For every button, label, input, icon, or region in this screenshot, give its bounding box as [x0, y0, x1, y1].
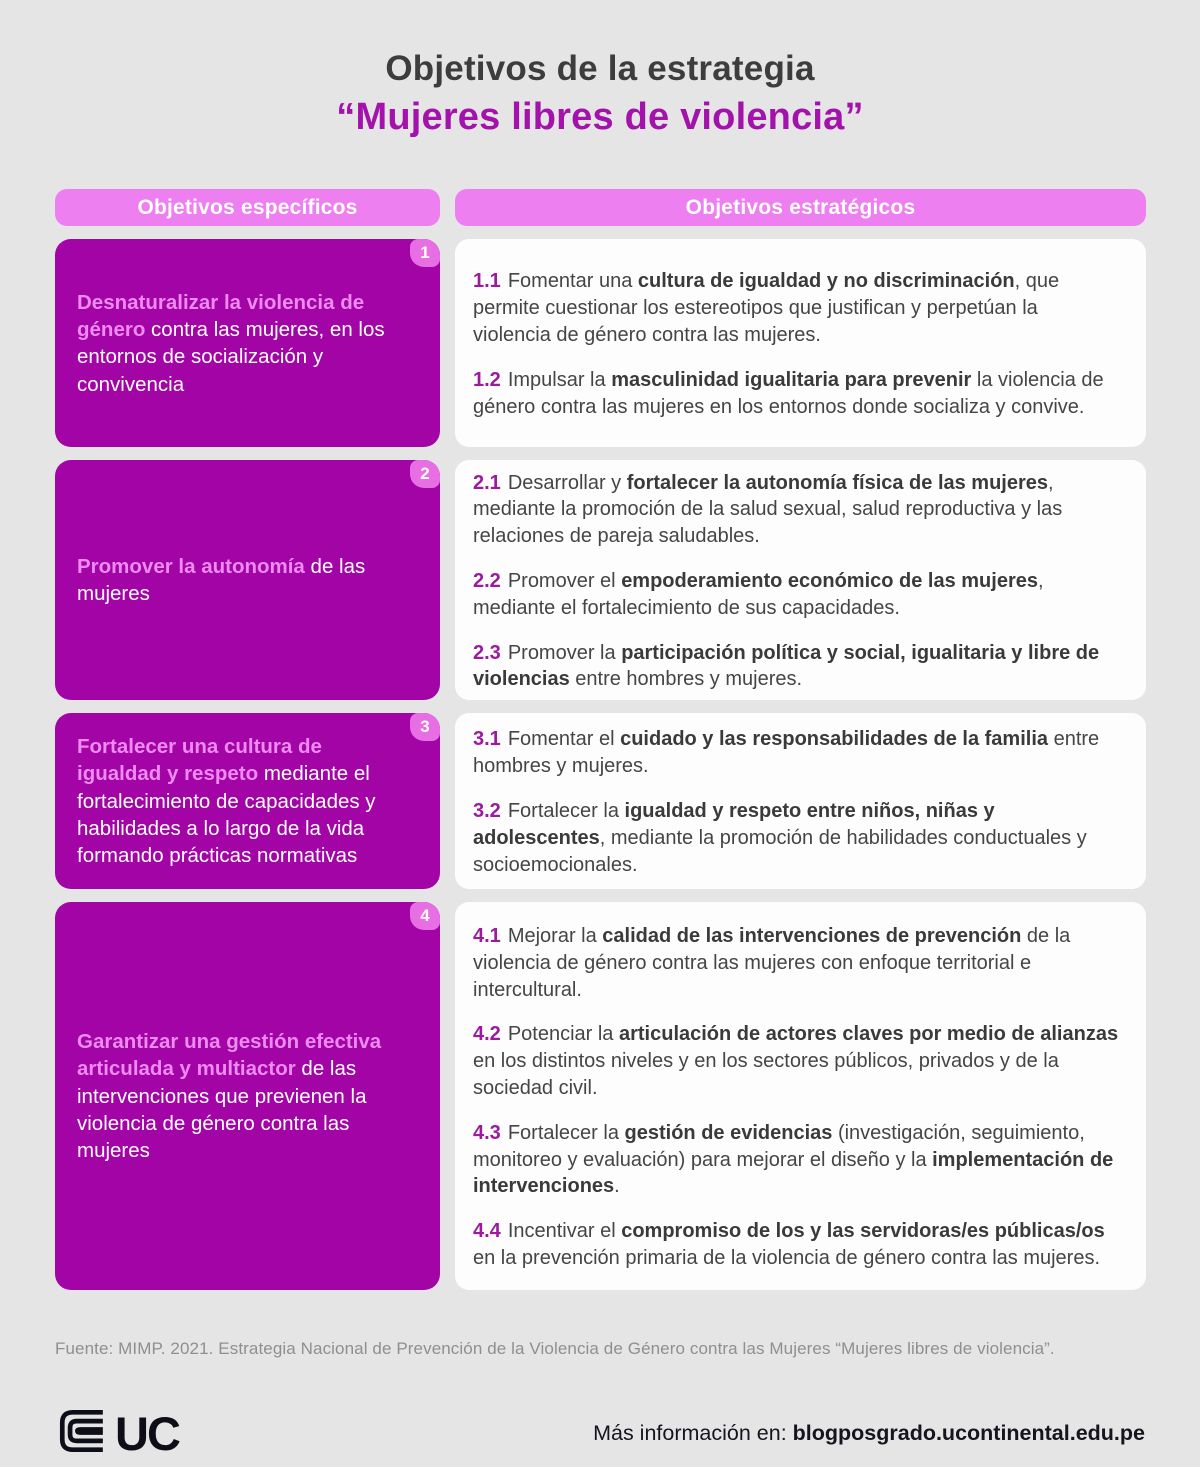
uc-logo-icon	[55, 1405, 107, 1462]
specific-objective-box-3	[55, 713, 440, 889]
more-info-label: Más información en:	[593, 1421, 793, 1446]
title-line-2: “Mujeres libres de violencia”	[336, 96, 864, 139]
uc-logo-wordmark: UC	[115, 1407, 179, 1461]
item-number: 3.2	[473, 799, 501, 822]
item-number: 4.1	[473, 924, 501, 947]
item-number: 4.3	[473, 1121, 501, 1144]
specific-objective-text: Garantizar una gestión efectiva articulada y multiactor de las intervenciones que previenen la violencia de género contra las mujeres	[77, 1030, 382, 1163]
strategic-item-3.2: 3.2 Fortalecer la igualdad y respeto entre niños, niñas y adolescentes, mediante la promoción de habilidades conductuales y socioemocionales.	[473, 799, 1087, 876]
strategic-item-3.1: 3.1 Fomentar el cuidado y las responsabilidades de la familia entre hombres y mujeres.	[473, 728, 1100, 778]
specific-objective-text: Fortalecer una cultura de igualdad y respeto mediante el fortalecimiento de capacidades y habilidades a lo largo de la vida formando prácticas normativas	[77, 735, 376, 868]
strategic-item-2.3: 2.3 Promover la participación política y social, igualitaria y libre de violencias entre hombres y mujeres.	[473, 641, 1100, 691]
uc-logo	[55, 1405, 179, 1462]
more-info-url: blogposgrado.ucontinental.edu.pe	[792, 1421, 1145, 1446]
strategic-item-4.1: 4.1 Mejorar la calidad de las intervenciones de prevención de la violencia de género contra las mujeres con enfoque territorial e intercultural.	[473, 924, 1071, 1001]
specific-objective-text: Promover la autonomía de las mujeres	[77, 555, 366, 606]
row-number-badge: 4	[410, 902, 440, 930]
strategic-objectives-card-4	[455, 902, 1146, 1290]
strategic-item-1.1: 1.1 Fomentar una cultura de igualdad y no discriminación, que permite cuestionar los estereotipos que justifican y perpetúan la violencia de género contra las mujeres.	[473, 270, 1060, 346]
strategic-item-2.1: 2.1 Desarrollar y fortalecer la autonomía física de las mujeres, mediante la promoción de la salud sexual, salud reproductiva y las relaciones de pareja saludables.	[473, 471, 1063, 548]
strategic-objectives-card-2	[455, 460, 1146, 700]
item-number: 2.2	[473, 569, 501, 592]
item-number: 3.1	[473, 728, 501, 751]
column-header-specific: Objetivos específicos	[55, 189, 440, 226]
strategic-item-4.4: 4.4 Incentivar el compromiso de los y las servidoras/es públicas/os en la prevención primaria de la violencia de género contra las mujeres.	[473, 1220, 1105, 1269]
title-line-1: Objetivos de la estrategia	[385, 49, 815, 88]
strategic-objectives-card-3	[455, 713, 1146, 889]
specific-objective-box-2	[55, 460, 440, 700]
row-number-badge: 2	[410, 460, 440, 488]
specific-objective-box-1	[55, 239, 440, 447]
item-number: 2.3	[473, 641, 501, 664]
item-number: 1.1	[473, 270, 501, 293]
item-number: 4.4	[473, 1220, 501, 1243]
specific-objective-text: Desnaturalizar la violencia de género contra las mujeres, en los entornos de socialización y convivencia	[77, 290, 385, 396]
strategic-item-4.3: 4.3 Fortalecer la gestión de evidencias (investigación, seguimiento, monitoreo y evaluación) para mejorar el diseño y la implementación de intervenciones.	[473, 1121, 1114, 1198]
strategic-item-1.2: 1.2 Impulsar la masculinidad igualitaria para prevenir la violencia de género contra las mujeres en los entornos donde socializa y convive.	[473, 368, 1104, 418]
footer	[55, 1405, 1145, 1462]
strategic-item-2.2: 2.2 Promover el empoderamiento económico de las mujeres, mediante el fortalecimiento de sus capacidades.	[473, 569, 1044, 619]
strategic-item-4.2: 4.2 Potenciar la articulación de actores claves por medio de alianzas en los distintos niveles y en los sectores públicos, privados y de la sociedad civil.	[473, 1023, 1119, 1099]
row-number-badge: 3	[410, 713, 440, 741]
item-number: 2.1	[473, 471, 501, 494]
column-header-strategic: Objetivos estratégicos	[455, 189, 1146, 226]
row-number-badge: 1	[410, 239, 440, 267]
page-title	[0, 0, 1200, 142]
more-info	[593, 1421, 1145, 1446]
specific-objective-box-4	[55, 902, 440, 1290]
objectives-grid	[55, 189, 1200, 1290]
strategic-objectives-card-1	[455, 239, 1146, 447]
source-note: Fuente: MIMP. 2021. Estrategia Nacional de Prevención de la Violencia de Género contra las Mujeres “Mujeres libres de violencia”.	[55, 1339, 1055, 1359]
item-number: 4.2	[473, 1023, 501, 1046]
item-number: 1.2	[473, 368, 501, 391]
